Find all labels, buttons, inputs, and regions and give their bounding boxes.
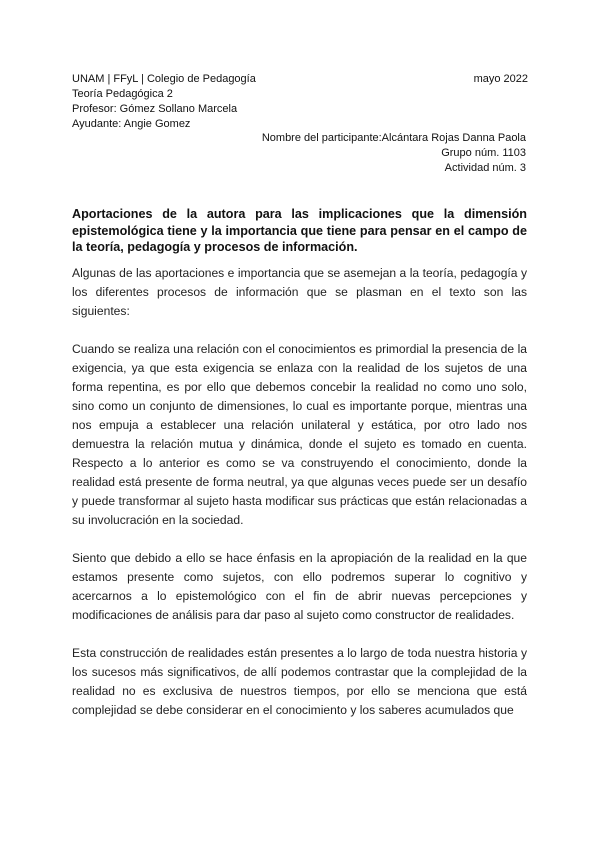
institution-line: UNAM | FFyL | Colegio de Pedagogía	[72, 73, 256, 85]
document-body	[72, 264, 527, 739]
participant-name: Nombre del participante:Alcántara Rojas Danna Paola	[261, 132, 526, 144]
professor-line: Profesor: Gómez Sollano Marcela	[72, 103, 238, 115]
course-line: Teoría Pedagógica 2	[72, 88, 173, 100]
date-label: mayo 2022	[473, 73, 528, 85]
document-title: Aportaciones de la autora para las implicaciones que la dimensión epistemológica tiene y la importancia que tiene para pensar en el campo de la teoría, pedagogía y procesos de información.	[72, 207, 527, 254]
participant-block	[262, 131, 526, 176]
paragraph: Esta construcción de realidades están presentes a lo largo de toda nuestra historia y los sucesos más significativos, de allí podemos contrastar que la complejidad de la realidad no es exclusiva de nuestros tiempos, por ello se menciona que está complejidad se debe considerar en el conocimiento y los saberes acumulados que	[72, 646, 527, 717]
paragraph: Cuando se realiza una relación con el conocimientos es primordial la presencia de la exigencia, ya que esta exigencia se enlaza con la realidad de los sujetos de una forma repentina, es por ello que debemos concebir la realidad no como uno solo, sino como un conjunto de dimensiones, lo cual es importante porque, mientras una nos empuja a establecer una relación unilateral y estática, por otro lado nos demuestra la relación mutua y dinámica, donde el sujeto es tomado en cuenta. Respecto a lo anterior es como se va construyendo el conocimiento, donde la realidad está presente de forma neutral, ya que algunas veces puede ser un desafío y puede transformar al sujeto hasta modificar sus prácticas que están relacionadas a su involucración en la sociedad.	[72, 342, 527, 527]
assistant-line: Ayudante: Angie Gomez	[72, 118, 191, 130]
paragraph: Algunas de las aportaciones e importancia que se asemejan a la teoría, pedagogía y los diferentes procesos de información que se plasman en el texto son las siguientes:	[72, 266, 527, 318]
header-block	[72, 72, 256, 132]
group-number: Grupo núm. 1103	[441, 147, 526, 159]
paragraph: Siento que debido a ello se hace énfasis en la apropiación de la realidad en la que estamos presente como sujetos, con ello podremos superar lo cognitivo y acercarnos a lo epistemológico con el fin de abrir nuevas percepciones y modificaciones de análisis para dar paso al sujeto como constructor de realidades.	[72, 551, 527, 622]
activity-number: Actividad núm. 3	[444, 162, 526, 174]
